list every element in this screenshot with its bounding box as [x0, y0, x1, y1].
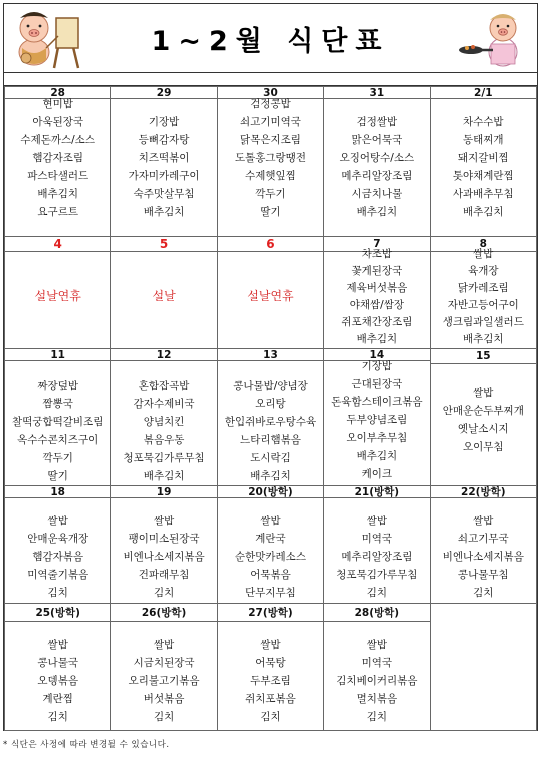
- menu-item: 메추리알장조림: [341, 170, 413, 182]
- day-cell: [324, 604, 430, 731]
- menu-item: 쌀밥: [366, 515, 388, 527]
- menu-item: 동태찌개: [462, 134, 504, 146]
- menu-item: 돼지갈비찜: [457, 152, 509, 164]
- day-label: 27(방학): [218, 604, 323, 622]
- menu-item: 짬뽕국: [42, 398, 73, 410]
- menu-item: 팽이미소된장국: [128, 533, 200, 545]
- menu-sheet: [3, 3, 538, 731]
- day-label: 7: [324, 237, 429, 252]
- menu-item: 배추김치: [462, 333, 504, 345]
- menu-item: 김치베이커리볶음: [336, 675, 418, 687]
- menu-item: 순한맛카레소스: [234, 551, 306, 563]
- day-cell: [217, 87, 323, 237]
- menu-item: 오리불고기볶음: [128, 675, 200, 687]
- day-label: 12: [111, 349, 216, 361]
- day-cell: [111, 349, 217, 486]
- footnote: * 식단은 사정에 따라 변경될 수 있습니다.: [3, 740, 170, 750]
- menu-item: 김치: [153, 711, 175, 723]
- menu-item: 배추김치: [250, 470, 291, 482]
- menu-item: 자반고등어구이: [447, 299, 519, 311]
- menu-item: 쌀밥: [473, 387, 494, 399]
- day-cell: [5, 87, 111, 237]
- day-cell: [324, 486, 430, 604]
- day-cell-empty: [430, 604, 536, 731]
- day-label: 31: [324, 87, 429, 99]
- menu-item: 쌀밥: [153, 515, 175, 527]
- day-label: 20(방학): [218, 486, 323, 498]
- day-label: 26(방학): [111, 604, 216, 622]
- day-label: 19: [111, 486, 216, 498]
- day-label: 21(방학): [324, 486, 429, 498]
- menu-item: 안매운순두부찌개: [442, 405, 524, 417]
- menu-item: 기장밥: [148, 116, 180, 128]
- menu-item: 시금치된장국: [133, 657, 195, 669]
- day-cell: [5, 237, 111, 349]
- menu-item: 콩나물국: [37, 657, 78, 669]
- menu-item: 배추김치: [356, 450, 398, 462]
- menu-item: 파스타샐러드: [27, 170, 89, 182]
- menu-item: 시금치나물: [351, 188, 403, 200]
- menu-item: 차수수밥: [462, 116, 504, 128]
- menu-item: 김치: [153, 587, 175, 599]
- day-cell: [430, 87, 536, 237]
- week-row-4: [5, 486, 537, 604]
- day-label: 25(방학): [5, 604, 110, 622]
- menu-item: 감자수제비국: [133, 398, 195, 410]
- menu-item: 맑은어묵국: [351, 134, 403, 146]
- menu-item: 한입쥐바로우탕수육: [224, 416, 317, 428]
- holiday-label: 설날: [152, 288, 176, 303]
- menu-item: 김치: [260, 711, 281, 723]
- menu-item: 혼합잡곡밥: [138, 380, 190, 392]
- menu-item: 햄감자조림: [32, 152, 84, 164]
- header: [4, 4, 537, 72]
- day-cell: [217, 486, 323, 604]
- menu-item: 꽃게된장국: [351, 265, 403, 277]
- menu-item: 오이부추무침: [346, 432, 408, 444]
- menu-item: 치즈떡볶이: [138, 152, 190, 164]
- menu-item: 오뎅볶음: [37, 675, 78, 687]
- menu-item: 검정쌀밥: [356, 116, 398, 128]
- menu-item: 쌀밥: [366, 639, 388, 651]
- day-cell: [5, 604, 111, 731]
- menu-item: 찰떡궁합떡갈비조림: [12, 416, 104, 428]
- menu-item: 옥수수콘치즈구이: [17, 434, 99, 446]
- menu-item: 김치: [366, 587, 388, 599]
- day-cell: [5, 349, 111, 486]
- menu-item: 쌀밥: [473, 515, 494, 527]
- menu-item: 도톨홍그랑땡전: [234, 152, 306, 164]
- holiday-label: 설날연휴: [34, 288, 81, 303]
- menu-item: 현미밥: [42, 98, 73, 110]
- menu-item: 콩나물무침: [457, 569, 509, 581]
- day-cell: [111, 237, 217, 349]
- menu-item: 요구르트: [37, 206, 78, 218]
- menu-item: 딸기: [260, 206, 281, 218]
- menu-item: 어묵탕: [255, 657, 286, 669]
- menu-item: 미역줄기볶음: [27, 569, 89, 581]
- day-label: 30: [218, 87, 323, 99]
- meal-calendar-table: [4, 86, 537, 731]
- menu-item: 옛날소시지: [457, 423, 509, 435]
- day-cell: [5, 486, 111, 604]
- day-label: 2/1: [431, 87, 536, 99]
- menu-item: 닭카레조림: [457, 282, 509, 294]
- menu-item: 김치: [47, 711, 68, 723]
- menu-item: 닭목은지조림: [240, 134, 301, 146]
- menu-item: 쌀밥: [47, 639, 68, 651]
- week-row-1: [5, 87, 537, 237]
- menu-item: 배추김치: [462, 206, 504, 218]
- menu-item: 쌀밥: [260, 639, 281, 651]
- pig-painter-illustration: [12, 8, 84, 70]
- menu-item: 쇠고기무국: [457, 533, 509, 545]
- pig-chef-illustration: [457, 8, 529, 70]
- menu-item: 깍두기: [255, 188, 286, 200]
- day-cell: [324, 237, 430, 349]
- day-cell: [324, 87, 430, 237]
- day-label: 29: [111, 87, 216, 99]
- day-cell: [217, 237, 323, 349]
- menu-item: 오징어탕수/소스: [339, 152, 415, 164]
- menu-item: 버섯볶음: [143, 693, 185, 705]
- menu-item: 등뼈감자탕: [138, 134, 190, 146]
- menu-item: 양념치킨: [143, 416, 185, 428]
- menu-item: 쌀밥: [47, 515, 68, 527]
- menu-item: 배추김치: [356, 333, 398, 345]
- day-label: 4: [5, 237, 110, 252]
- menu-item: 배추김치: [37, 188, 78, 200]
- day-label: 28(방학): [324, 604, 429, 622]
- menu-item: 사과배추무침: [452, 188, 514, 200]
- menu-item: 계란찜: [42, 693, 73, 705]
- menu-item: 쌀밥: [473, 248, 494, 260]
- menu-item: 쌀밥: [260, 515, 281, 527]
- week-row-2: [5, 237, 537, 349]
- menu-item: 계란국: [255, 533, 286, 545]
- menu-item: 짜장덮밥: [37, 380, 78, 392]
- day-label: 6: [218, 237, 323, 252]
- menu-item: 케이크: [361, 468, 393, 480]
- day-cell: [217, 349, 323, 486]
- spacer-row: [4, 72, 537, 86]
- menu-item: 아욱된장국: [32, 116, 84, 128]
- day-label: 11: [5, 349, 110, 361]
- menu-item: 청포묵김가루무침: [336, 569, 418, 581]
- menu-item: 쥐포채간장조림: [341, 316, 413, 328]
- day-label: 28: [5, 87, 110, 99]
- day-label: 18: [5, 486, 110, 498]
- menu-item: 숙주맛살무침: [133, 188, 195, 200]
- menu-item: 미역국: [361, 657, 393, 669]
- day-label: 8: [431, 237, 536, 252]
- day-label: 13: [218, 349, 323, 361]
- menu-item: 콩나물밥/양념장: [233, 380, 308, 392]
- day-label: [431, 604, 536, 622]
- day-cell: [430, 486, 536, 604]
- menu-item: 수제돈까스/소스: [20, 134, 95, 146]
- menu-item: 깍두기: [42, 452, 73, 464]
- menu-item: 가자미카레구이: [128, 170, 200, 182]
- menu-item: 단무지무침: [245, 587, 296, 599]
- day-label: 5: [111, 237, 216, 252]
- menu-item: 김치: [366, 711, 388, 723]
- menu-item: 야채쌈/쌈장: [349, 299, 404, 311]
- day-label: 22(방학): [431, 486, 536, 498]
- week-row-3: [5, 349, 537, 486]
- menu-item: 근대된장국: [351, 378, 403, 390]
- menu-item: 쥐치포볶음: [245, 693, 296, 705]
- menu-item: 생크림과일샐러드: [442, 316, 524, 328]
- menu-item: 제육버섯볶음: [346, 282, 408, 294]
- menu-item: 청포묵김가루무침: [123, 452, 205, 464]
- menu-item: 배추김치: [143, 470, 185, 482]
- menu-item: 김치: [47, 587, 68, 599]
- menu-item: 쇠고기미역국: [240, 116, 301, 128]
- day-cell: [430, 349, 536, 486]
- menu-item: 오리탕: [255, 398, 286, 410]
- holiday-label: 설날연휴: [247, 288, 294, 303]
- menu-item: 안매운육개장: [27, 533, 89, 545]
- menu-item: 돈육함스테이크볶음: [331, 396, 423, 408]
- day-cell: [430, 237, 536, 349]
- menu-item: 수제햇잎찜: [245, 170, 296, 182]
- day-cell: [217, 604, 323, 731]
- menu-item: 검정콩밥: [250, 98, 291, 110]
- menu-item: 미역국: [361, 533, 393, 545]
- menu-item: 오이무침: [462, 441, 504, 453]
- menu-item: 배추김치: [143, 206, 185, 218]
- menu-item: 비엔나소세지볶음: [442, 551, 524, 563]
- menu-item: 건파래무침: [138, 569, 190, 581]
- menu-item: 차조밥: [361, 248, 393, 260]
- menu-item: 도시락김: [250, 452, 291, 464]
- menu-item: 멸치볶음: [356, 693, 398, 705]
- menu-item: 김치: [473, 587, 494, 599]
- menu-item: 볶음우동: [143, 434, 185, 446]
- menu-item: 톳야채계란찜: [452, 170, 514, 182]
- menu-item: 두부조림: [250, 675, 291, 687]
- day-cell: [111, 87, 217, 237]
- menu-item: 비엔나소세지볶음: [123, 551, 205, 563]
- menu-item: 어묵볶음: [250, 569, 291, 581]
- day-label: 15: [431, 349, 536, 364]
- menu-item: 메추리알장조림: [341, 551, 413, 563]
- menu-item: 육개장: [468, 265, 499, 277]
- menu-item: 햄감자볶음: [32, 551, 84, 563]
- day-cell: [324, 349, 430, 486]
- menu-item: 배추김치: [356, 206, 398, 218]
- menu-item: 느타리햄볶음: [240, 434, 301, 446]
- menu-item: 기장밥: [361, 360, 393, 372]
- page-title: 1~2월 식단표: [151, 25, 390, 57]
- day-cell: [111, 604, 217, 731]
- week-row-5: [5, 604, 537, 731]
- day-cell: [111, 486, 217, 604]
- menu-item: 딸기: [47, 470, 68, 482]
- menu-item: 두부양념조림: [346, 414, 408, 426]
- day-label: 14: [324, 349, 429, 361]
- menu-item: 쌀밥: [153, 639, 175, 651]
